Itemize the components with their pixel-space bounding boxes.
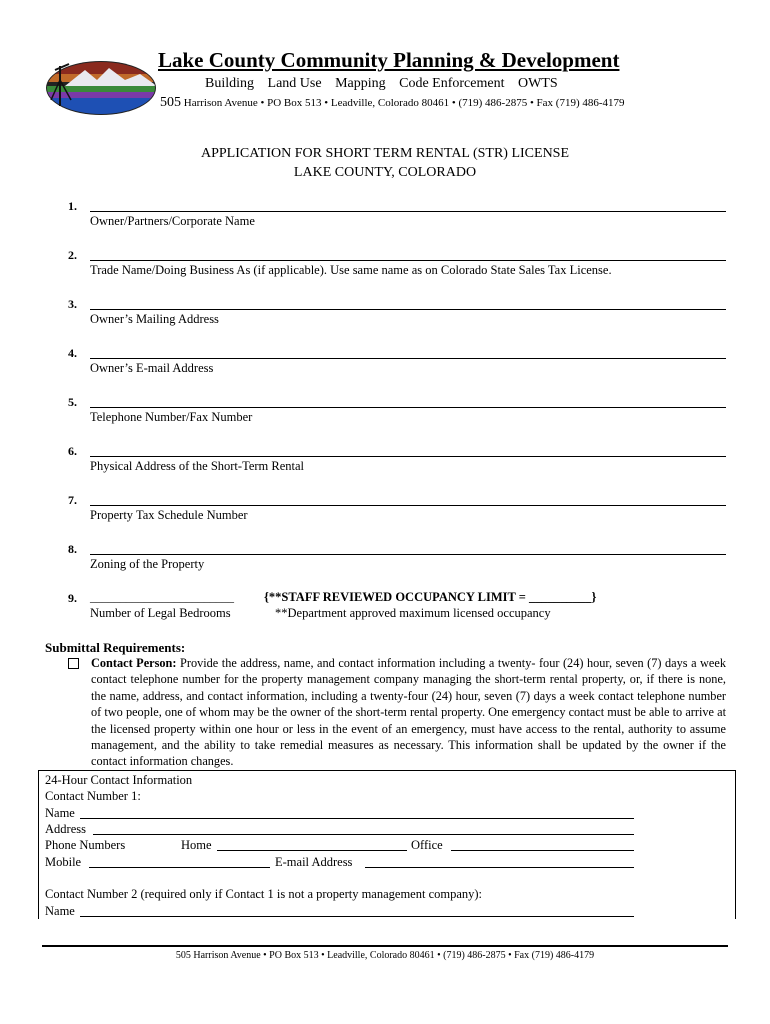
address-number: 505 <box>160 95 181 110</box>
field-7-line[interactable] <box>90 505 726 506</box>
field-5-line[interactable] <box>90 407 726 408</box>
address-details: Harrison Avenue • PO Box 513 • Leadville, Colorado 80461 • (719) 486-2875 • Fax (719) 486-4179 <box>183 97 625 109</box>
document-title-line1: APPLICATION FOR SHORT TERM RENTAL (STR) LICENSE <box>200 146 570 161</box>
field-3-line[interactable] <box>90 309 726 310</box>
field-4-number: 4. <box>68 346 77 360</box>
service-mapping: Mapping <box>335 76 386 91</box>
footer-divider <box>42 945 728 947</box>
contact-1-address-field[interactable] <box>93 822 634 835</box>
field-8-caption: Zoning of the Property <box>90 557 205 571</box>
home-label: Home <box>181 838 212 852</box>
contact-2-label: Contact Number 2 (required only if Contact 1 is not a property management company): <box>45 887 483 901</box>
field-2-line[interactable] <box>90 260 726 261</box>
contact-1-address-label: Address <box>45 822 86 836</box>
service-owts: OWTS <box>517 76 558 91</box>
service-building: Building <box>205 76 255 91</box>
field-2-number: 2. <box>68 248 77 262</box>
home-phone-field[interactable] <box>217 838 407 851</box>
office-label: Office <box>411 838 443 852</box>
lake-county-logo <box>45 60 157 116</box>
field-9-number: 9. <box>68 591 77 605</box>
field-9-caption-occupancy: **Department approved maximum licensed occupancy <box>275 606 551 620</box>
contact-2-name-label: Name <box>45 904 75 918</box>
submittal-heading: Submittal Requirements: <box>45 640 186 655</box>
contact-person-label: Contact Person: <box>91 656 177 670</box>
bedrooms-blank[interactable]: ________________________ <box>90 590 234 604</box>
office-phone-field[interactable] <box>451 838 634 851</box>
contact-1-name-label: Name <box>45 806 75 820</box>
contact-person-text: Provide the address, name, and contact information including a twenty- four (24) hour, seven (7) days a week contact telephone number for the property management company managing the short-term rental property, or, if there is none, the name, address, and contact information, including a twenty-four (24) hour, seven (7) days a week contact telephone number of two people, one of whom may be the owner of the short-term rental property. One emergency contact must be able to arrive at the licensed property within one hour or less in the event of an emergency, must have access to the rental, authority to assume management, and the ability to take remedial measures as necessary. This information shall be updated by the owner if the contact information changes. <box>91 656 726 769</box>
contact-person-checkbox[interactable] <box>68 658 79 669</box>
field-2-caption: Trade Name/Doing Business As (if applicable). Use same name as on Colorado State Sales Tax License. <box>90 263 612 277</box>
organization-title: Lake County Community Planning & Development <box>158 48 620 72</box>
phone-numbers-label: Phone Numbers <box>45 838 126 852</box>
field-5-number: 5. <box>68 395 77 409</box>
field-3-caption: Owner’s Mailing Address <box>90 312 219 326</box>
contact-2-name-field[interactable] <box>80 904 634 917</box>
field-1-number: 1. <box>68 199 77 213</box>
field-7-caption: Property Tax Schedule Number <box>90 508 248 522</box>
field-6-line[interactable] <box>90 456 726 457</box>
mobile-label: Mobile <box>45 855 82 869</box>
mobile-phone-field[interactable] <box>89 855 270 868</box>
field-1-line[interactable] <box>90 211 726 212</box>
contact-1-name-field[interactable] <box>80 806 634 819</box>
contact-person-paragraph <box>91 655 726 770</box>
field-6-number: 6. <box>68 444 77 458</box>
footer-address: 505 Harrison Avenue • PO Box 513 • Leadville, Colorado 80461 • (719) 486-2875 • Fax (719) 486-4179 <box>175 950 595 961</box>
contact-1-label: Contact Number 1: <box>45 789 141 803</box>
email-field[interactable] <box>365 855 634 868</box>
document-title-line2: LAKE COUNTY, COLORADO <box>293 165 477 180</box>
contact-box-heading: 24-Hour Contact Information <box>45 773 193 787</box>
staff-occupancy-limit: {**STAFF REVIEWED OCCUPANCY LIMIT = __________} <box>264 590 597 604</box>
field-8-number: 8. <box>68 542 77 556</box>
field-8-line[interactable] <box>90 554 726 555</box>
field-4-line[interactable] <box>90 358 726 359</box>
header-address <box>160 95 625 111</box>
service-list <box>205 76 568 92</box>
service-code-enforcement: Code Enforcement <box>399 76 505 91</box>
service-land-use: Land Use <box>267 76 322 91</box>
field-9-caption-bedrooms: Number of Legal Bedrooms <box>90 606 231 620</box>
field-1-caption: Owner/Partners/Corporate Name <box>90 214 255 228</box>
field-7-number: 7. <box>68 493 77 507</box>
field-4-caption: Owner’s E-mail Address <box>90 361 214 375</box>
email-label: E-mail Address <box>275 855 353 869</box>
field-3-number: 3. <box>68 297 77 311</box>
field-6-caption: Physical Address of the Short-Term Rental <box>90 459 305 473</box>
field-5-caption: Telephone Number/Fax Number <box>90 410 253 424</box>
